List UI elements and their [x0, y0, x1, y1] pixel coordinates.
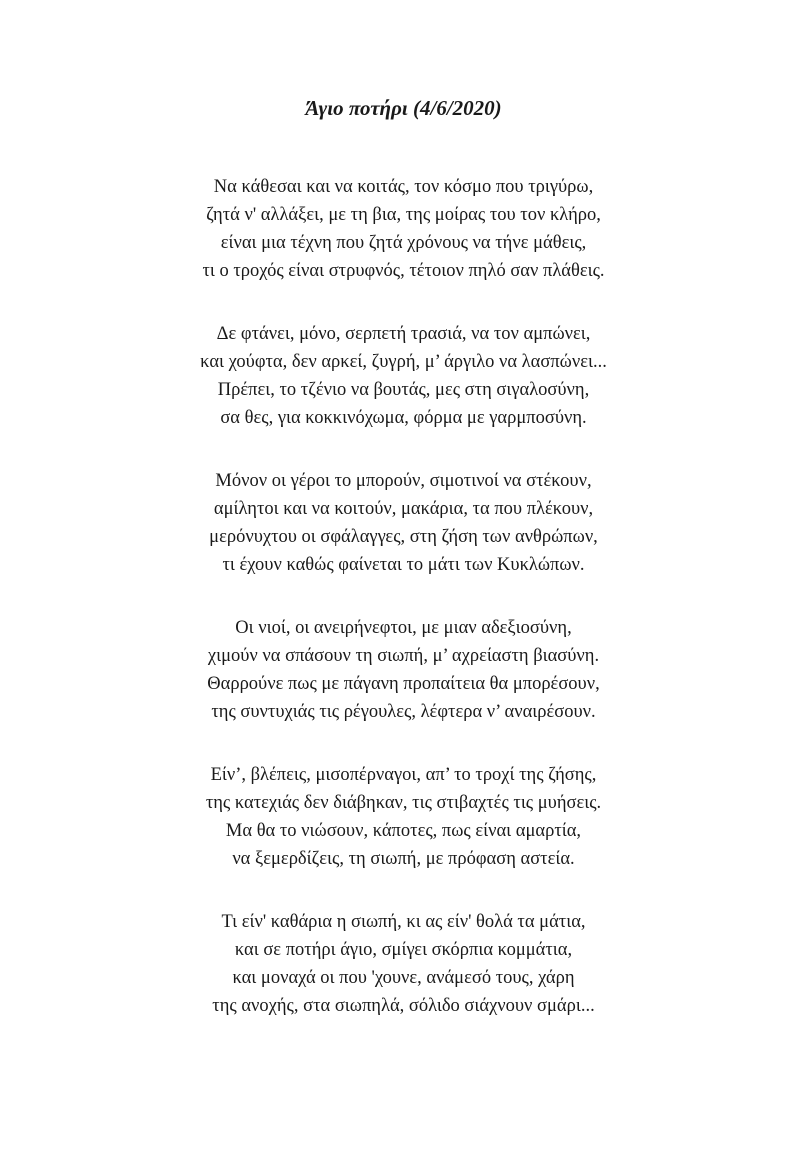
poem-line: Τι είν' καθάρια η σιωπή, κι ας είν' θολά τα μάτια, [221, 912, 586, 932]
poem-line: Θαρρούνε πως με πάγανη προπαίτεια θα μπορέσουν, [207, 674, 600, 694]
poem-line: μερόνυχτου οι σφάλαγγες, στη ζήση των ανθρώπων, [209, 527, 598, 547]
poem-line: Οι νιοί, οι ανειρήνεφτοι, με μιαν αδεξιοσύνη, [235, 618, 572, 638]
poem-line: Δε φτάνει, μόνο, σερπετή τρασιά, να τον αμπώνει, [216, 324, 591, 344]
stanza-6 [0, 908, 807, 1020]
poem-line: Μόνον οι γέροι το μπορούν, σιμοτινοί να στέκουν, [215, 471, 592, 491]
poem-line: τι έχουν καθώς φαίνεται το μάτι των Κυκλώπων. [222, 555, 585, 575]
poem-body [0, 173, 807, 1055]
poem-title: Άγιο ποτήρι (4/6/2020) [305, 96, 502, 120]
poem-line: της συντυχιάς τις ρέγουλες, λέφτερα ν’ αναιρέσουν. [211, 702, 596, 722]
poem-line: και μοναχά οι που 'χουνε, ανάμεσό τους, χάρη [232, 968, 575, 988]
poem-line: είναι μια τέχνη που ζητά χρόνους να τήνε μάθεις, [220, 233, 587, 253]
poem-line: να ξεμερδίζεις, τη σιωπή, με πρόφαση αστεία. [232, 849, 575, 869]
poem-line: αμίλητοι και να κοιτούν, μακάρια, τα που πλέκουν, [213, 499, 594, 519]
poem-line: σα θες, για κοκκινόχωμα, φόρμα με γαρμποσύνη. [220, 408, 587, 428]
poem-line: ζητά ν' αλλάξει, με τη βια, της μοίρας του τον κλήρο, [206, 205, 601, 225]
poem-line: και σε ποτήρι άγιο, σμίγει σκόρπια κομμάτια, [234, 940, 573, 960]
stanza-2 [0, 320, 807, 432]
poem-line: Είν’, βλέπεις, μισοπέρναγοι, απ’ το τροχί της ζήσης, [210, 765, 597, 785]
poem-line: Να κάθεσαι και να κοιτάς, τον κόσμο που τριγύρω, [213, 177, 594, 197]
poem-line: και χούφτα, δεν αρκεί, ζυγρή, μ’ άργιλο να λασπώνει... [200, 352, 607, 372]
stanza-1 [0, 173, 807, 285]
poem-line: Μα θα το νιώσουν, κάποτες, πως είναι αμαρτία, [225, 821, 582, 841]
poem-line: τι ο τροχός είναι στρυφνός, τέτοιον πηλό σαν πλάθεις. [202, 261, 605, 281]
stanza-4 [0, 614, 807, 726]
poem-line: της ανοχής, στα σιωπηλά, σόλιδο σιάχνουν σμάρι... [212, 996, 595, 1016]
stanza-5 [0, 761, 807, 873]
poem-line: της κατεχιάς δεν διάβηκαν, τις στιβαχτές τις μυήσεις. [205, 793, 602, 813]
stanza-3 [0, 467, 807, 579]
poem-line: Πρέπει, το τζένιο να βουτάς, μες στη σιγαλοσύνη, [217, 380, 590, 400]
poem-line: χιμούν να σπάσουν τη σιωπή, μ’ αχρείαστη βιασύνη. [207, 646, 600, 666]
